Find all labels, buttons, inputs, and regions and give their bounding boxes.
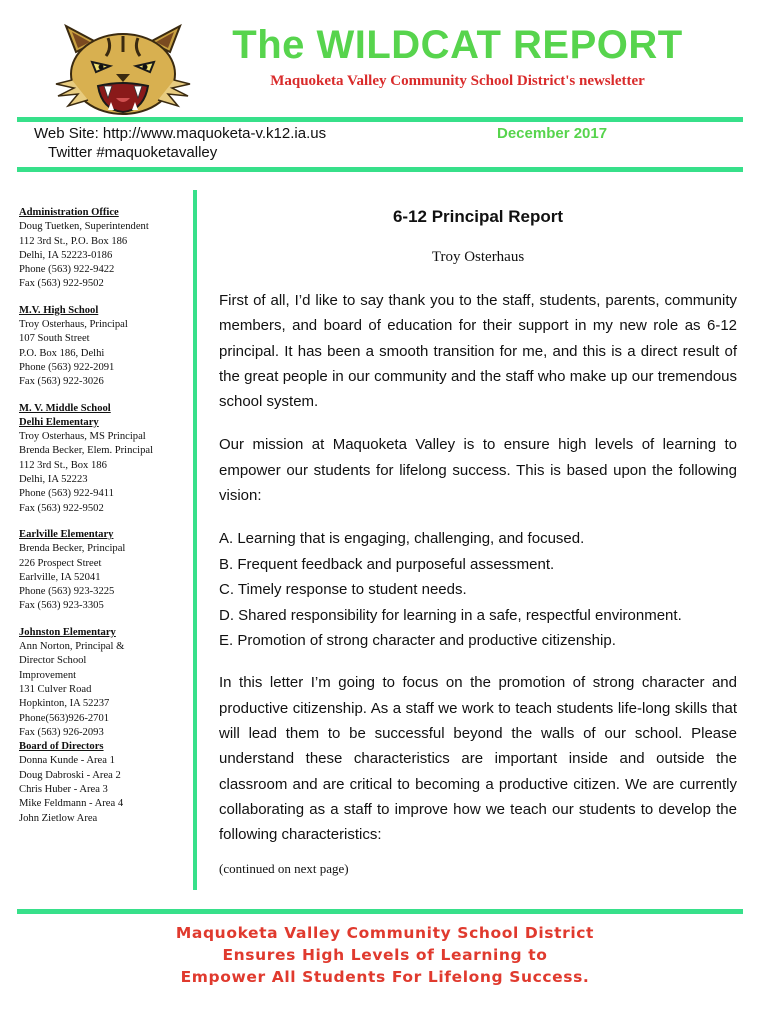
sidebar-line: Director School: [19, 655, 87, 667]
vision-item: E. Promotion of strong character and productive citizenship.: [219, 632, 616, 649]
sidebar-line: John Zietlow Area: [19, 812, 98, 824]
johnston-heading: Johnston Elementary: [19, 626, 116, 638]
vision-item: C. Timely response to student needs.: [219, 581, 467, 599]
sidebar-line: Phone (563) 922-9411: [19, 488, 114, 500]
newsletter-title: The WILDCAT REPORT: [232, 23, 683, 67]
website-link[interactable]: Web Site: http://www.maquoketa-v.k12.ia.us: [34, 125, 327, 142]
sidebar-line: Hopkinton, IA 52237: [19, 698, 110, 710]
earlville-heading: Earlville Elementary: [19, 528, 114, 540]
board-block: [19, 740, 189, 826]
sidebar-line: Brenda Becker, Elem. Principal: [19, 445, 154, 457]
article-paragraph: In this letter I’m going to focus on the promotion of strong character and productive citizenship. As a staff we work to teach students life-long skills that will lead them to be successful beyond the walls of our school. Please understand these characteristics are important inside and outside the classroom and are critical to becoming a productive citizen. We are currently collaborating as a staff to improve how we teach our students to develop the following characteristics:: [219, 674, 737, 844]
contact-sidebar: [19, 206, 189, 826]
sidebar-line: 112 3rd St., P.O. Box 186: [19, 235, 128, 247]
article-paragraph: First of all, I’d like to say thank you to the staff, students, parents, community members, and board of education for their support in my new role as 6-12 principal. It has been a smooth transition for me, and this is a direct result of the great people in our community and the staff who make up our tremendous school system.: [219, 292, 737, 411]
vision-item: D. Shared responsibility for learning in a safe, respectful environment.: [219, 606, 682, 624]
footer-line: Ensures High Levels of Learning to: [222, 946, 548, 964]
sidebar-line: Phone (563) 922-9422: [19, 264, 115, 276]
middle-school-heading: M. V. Middle School: [19, 402, 111, 414]
sidebar-line: Mike Feldmann - Area 4: [19, 798, 124, 810]
high-school-heading: M.V. High School: [19, 304, 99, 316]
column-divider: [193, 190, 197, 890]
issue-date: December 2017: [497, 125, 608, 142]
sidebar-line: Fax (563) 922-9502: [19, 502, 104, 514]
high-school-block: [19, 304, 189, 390]
admin-office-heading: Administration Office: [19, 207, 119, 218]
vision-item: B. Frequent feedback and purposeful assessment.: [219, 555, 555, 573]
sidebar-line: Donna Kunde - Area 1: [19, 755, 115, 767]
board-heading: Board of Directors: [19, 741, 104, 753]
sidebar-line: Phone (563) 923-3225: [19, 586, 115, 598]
sidebar-line: Fax (563) 923-3305: [19, 600, 104, 612]
header-divider: [17, 167, 743, 172]
wildcat-mascot-logo: [48, 22, 198, 118]
footer-line: Maquoketa Valley Community School District: [175, 924, 595, 942]
sidebar-line: Troy Osterhaus, MS Principal: [19, 431, 146, 443]
sidebar-line: 107 South Street: [19, 333, 90, 345]
mission-footer: [0, 922, 770, 988]
sidebar-line: Fax (563) 922-3026: [19, 376, 104, 388]
sidebar-line: Ann Norton, Principal &: [19, 641, 125, 653]
sidebar-line: Brenda Becker, Principal: [19, 543, 126, 555]
sidebar-line: 226 Prospect Street: [19, 557, 102, 569]
vision-item: A. Learning that is engaging, challenging, and focused.: [219, 530, 585, 548]
article-paragraph: Our mission at Maquoketa Valley is to ensure high levels of learning to empower our students for lifelong success. This is based upon the following vision:: [219, 436, 737, 505]
sidebar-line: Chris Huber - Area 3: [19, 783, 108, 795]
admin-office-block: [19, 206, 189, 292]
article-title: 6-12 Principal Report: [392, 207, 564, 226]
sidebar-line: 112 3rd St., Box 186: [19, 459, 107, 471]
sidebar-line: Phone(563)926-2701: [19, 712, 110, 724]
sidebar-line: 131 Culver Road: [19, 683, 92, 695]
continued-note: (continued on next page): [219, 861, 349, 877]
johnston-block: [19, 626, 189, 740]
sidebar-line: Fax (563) 922-9502: [19, 278, 104, 290]
twitter-handle: Twitter #maquoketavalley: [48, 144, 218, 161]
sidebar-line: Doug Tuetken, Superintendent: [19, 221, 149, 233]
newsletter-subtitle: Maquoketa Valley Community School District's newsletter: [270, 73, 645, 89]
middle-school-block: [19, 402, 189, 516]
sidebar-line: Delhi, IA 52223: [19, 474, 88, 486]
sidebar-line: Doug Dabroski - Area 2: [19, 769, 121, 781]
principal-report-article: [219, 205, 737, 877]
footer-line: Empower All Students For Lifelong Success.: [180, 968, 590, 986]
top-divider: [17, 117, 743, 122]
sidebar-line: Delhi, IA 52223-0186: [19, 249, 113, 261]
delhi-elementary-heading: Delhi Elementary: [19, 416, 99, 428]
vision-list: [219, 526, 737, 653]
sidebar-line: Fax (563) 926-2093: [19, 726, 104, 738]
sidebar-line: Improvement: [19, 669, 77, 681]
sidebar-line: Earlville, IA 52041: [19, 571, 101, 583]
sidebar-line: Phone (563) 922-2091: [19, 361, 115, 373]
sidebar-line: Troy Osterhaus, Principal: [19, 319, 128, 331]
footer-divider: [17, 909, 743, 914]
sidebar-line: P.O. Box 186, Delhi: [19, 347, 105, 359]
article-author: Troy Osterhaus: [431, 249, 525, 265]
earlville-block: [19, 528, 189, 614]
